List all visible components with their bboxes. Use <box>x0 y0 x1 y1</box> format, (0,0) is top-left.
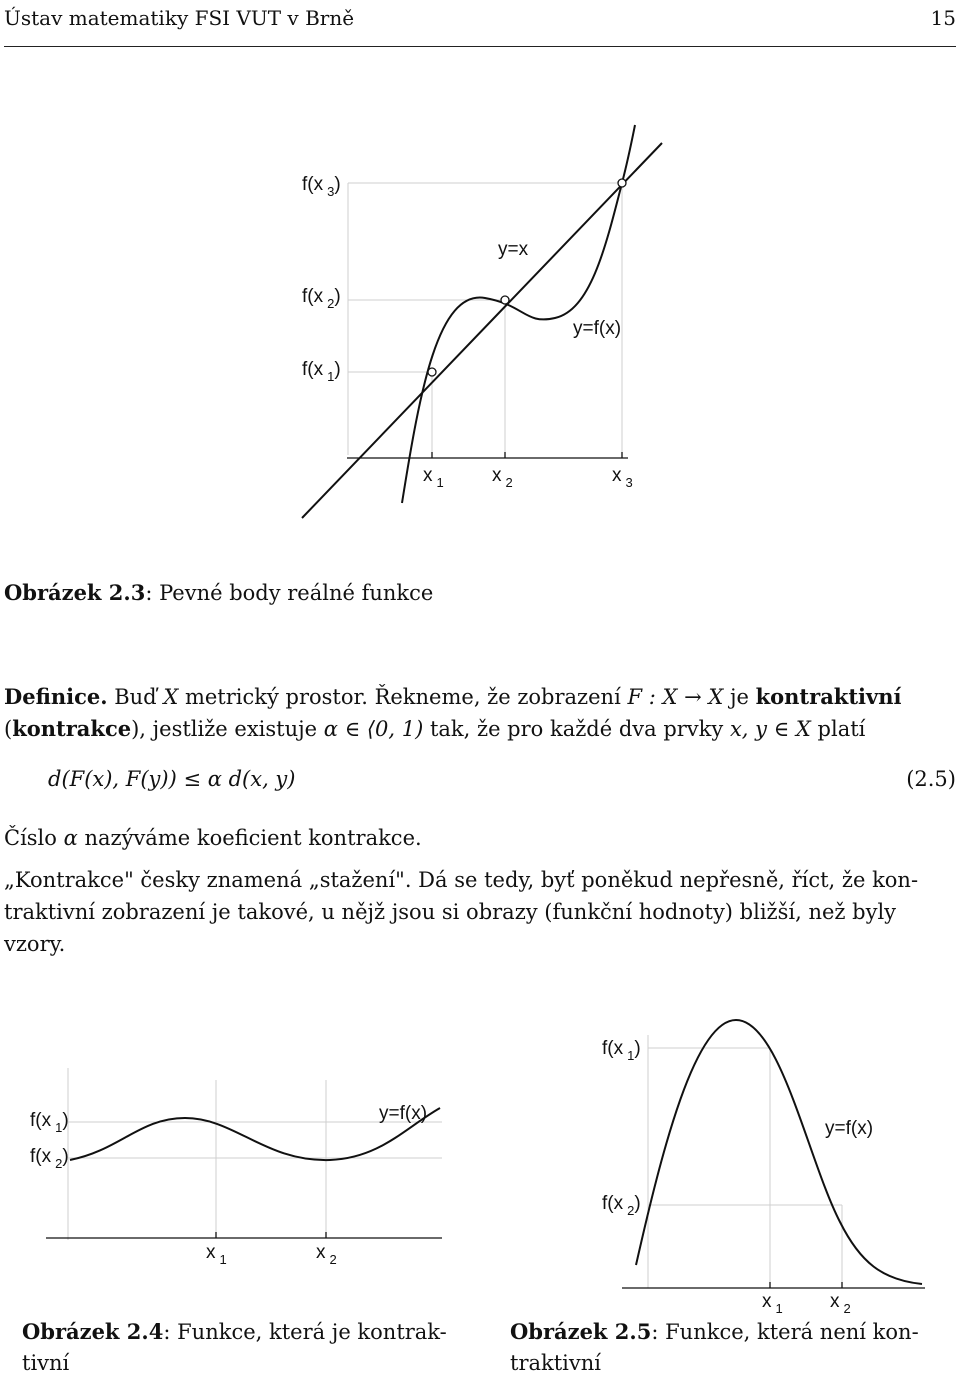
label-x3: x $_3$ <box>612 465 633 490</box>
curve-f <box>70 1108 440 1160</box>
caption-text: : Pevné body reálné funkce <box>145 581 434 605</box>
math-alpha: α <box>63 826 78 850</box>
label-fx2: f(x $_2$) <box>30 1146 69 1171</box>
figure-2-5-caption <box>510 1316 950 1379</box>
page-number: 15 <box>930 6 956 30</box>
definition-text: metrický prostor. Řekneme, že zobrazení <box>178 685 628 709</box>
label-x2: x $_2$ <box>830 1291 851 1316</box>
equation-number: (2.5) <box>906 767 956 791</box>
label-fx2: f(x $_2$) <box>602 1193 641 1218</box>
definition-term: Definice. <box>4 684 108 709</box>
caption-label: Obrázek 2.4 <box>22 1319 164 1344</box>
equation-2-5: d(F(x), F(y)) ≤ α d(x, y) <box>48 767 296 791</box>
label-fx1: f(x $_1$) <box>30 1110 69 1135</box>
term-kontrakce: kontrakce <box>12 716 132 741</box>
definition-text: ( <box>4 717 13 741</box>
definition-line-1 <box>4 681 956 713</box>
math-mapping: F : X → X <box>627 685 724 709</box>
header-institute: Ústav matematiky FSI VUT v Brně <box>4 6 355 30</box>
caption-label: Obrázek 2.5 <box>510 1319 652 1344</box>
label-y-equals-fx: y=f(x) <box>379 1103 428 1124</box>
caption-text: : Funkce, která je kontrak- <box>163 1320 447 1344</box>
curve-f <box>402 125 635 503</box>
fixed-point-3 <box>618 179 626 187</box>
paragraph-contraction-meaning <box>4 864 956 960</box>
math-xy-in-X: x, y ∈ X <box>729 717 811 741</box>
figure-2-5 <box>602 1020 925 1316</box>
paragraph-text: Číslo <box>4 826 64 850</box>
definition-text: ), jestliže existuje <box>131 717 324 741</box>
label-y-equals-x: y=x <box>498 239 529 260</box>
label-fx1: f(x $_1$) <box>602 1038 641 1063</box>
definition-line-2 <box>4 713 956 745</box>
label-fx2: f(x $_2$) <box>302 286 341 311</box>
label-y-equals-fx: y=f(x) <box>573 318 622 339</box>
caption-label: Obrázek 2.3 <box>4 580 146 605</box>
paragraph-line: traktivní zobrazení je takové, u nějž jsou si obrazy (funkční hodnoty) bližší, než byly <box>4 900 897 924</box>
paragraph-line: vzory. <box>4 932 66 956</box>
label-x1: x $_1$ <box>206 1242 227 1267</box>
caption-text: : Funkce, která není kon- <box>651 1320 919 1344</box>
figure-2-3-caption <box>4 577 433 609</box>
fixed-point-2 <box>501 296 509 304</box>
definition-text: tak, že pro každé dva prvky <box>423 717 730 741</box>
fixed-point-1 <box>428 368 436 376</box>
definition-text: platí <box>810 717 866 741</box>
caption-text: tivní <box>22 1351 70 1375</box>
math-X: X <box>163 685 179 709</box>
paragraph-line: „Kontrakce" česky znamená „stažení". Dá se tedy, byť poněkud nepřesně, říct, že kon- <box>4 868 919 892</box>
definition-text: Buď <box>107 685 164 709</box>
label-fx3: f(x $_3$) <box>302 174 341 199</box>
term-kontraktivni: kontraktivní <box>755 684 902 709</box>
definition-text: je <box>723 685 756 709</box>
definition <box>4 681 956 745</box>
paragraph-coefficient <box>4 822 956 854</box>
label-x2: x $_2$ <box>316 1242 337 1267</box>
label-x1: x $_1$ <box>762 1291 783 1316</box>
label-x2: x $_2$ <box>492 465 513 490</box>
label-y-equals-fx: y=f(x) <box>825 1118 874 1139</box>
figure-2-3 <box>0 0 960 560</box>
math-alpha-interval: α ∈ ⟨0, 1) <box>323 717 424 741</box>
caption-text: traktivní <box>510 1351 601 1375</box>
paragraph-text: nazýváme koeficient kontrakce. <box>77 826 422 850</box>
figure-2-4-caption <box>22 1316 462 1379</box>
label-fx1: f(x $_1$) <box>302 359 341 384</box>
curve-f <box>636 1020 922 1284</box>
figure-2-4 <box>30 1068 442 1267</box>
label-x1: x $_1$ <box>423 465 444 490</box>
